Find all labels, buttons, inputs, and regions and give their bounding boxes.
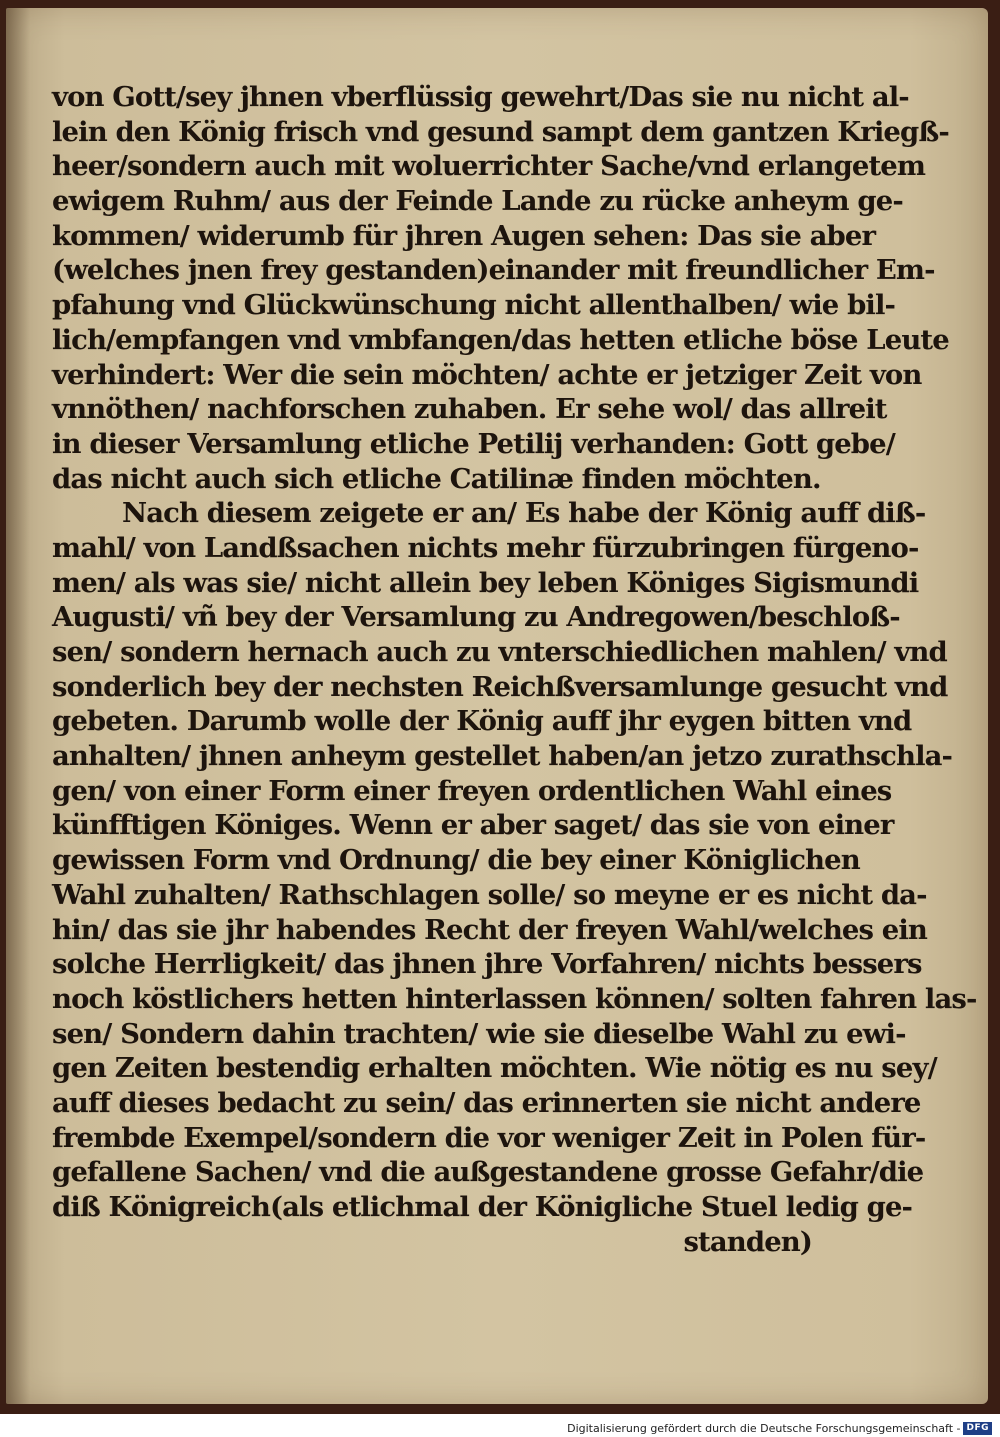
text-line: lein den König frisch vnd gesund sampt dem gantzen Kriegß- <box>52 115 949 148</box>
text-line: sonderlich bey der nechsten Reichßversamlunge gesucht vnd <box>52 670 948 703</box>
text-line: Wahl zuhalten/ Rathschlagen solle/ so meyne er es nicht da- <box>52 878 927 911</box>
text-line: mahl/ von Landßsachen nichts mehr fürzubringen fürgeno- <box>52 531 919 564</box>
text-line: gen/ von einer Form einer freyen ordentlichen Wahl eines <box>52 774 892 807</box>
text-line: kommen/ widerumb für jhren Augen sehen: Das sie aber <box>52 219 876 252</box>
catchword: standen) <box>683 1225 812 1258</box>
text-line: frembde Exempel/sondern die vor weniger Zeit in Polen für- <box>52 1121 926 1154</box>
text-line: gebeten. Darumb wolle der König auff jhr eygen bitten vnd <box>52 705 912 738</box>
body-text <box>52 80 977 1259</box>
footer-credit-text: Digitalisierung gefördert durch die Deutsche Forschungsgemeinschaft - <box>567 1421 961 1435</box>
text-line: gewissen Form vnd Ordnung/ die bey einer Königlichen <box>52 844 860 877</box>
dfg-logo: DFG <box>963 1422 992 1435</box>
text-line: men/ als was sie/ nicht allein bey leben Königes Sigismundi <box>52 566 919 599</box>
text-line: hin/ das sie jhr habendes Recht der freyen Wahl/welches ein <box>52 913 928 946</box>
text-line: anhalten/ jhnen anheym gestellet haben/an jetzo zurathschla- <box>52 740 953 773</box>
text-line: von Gott/sey jhnen vberflüssig gewehrt/Das sie nu nicht al- <box>52 81 909 113</box>
text-line: sen/ Sondern dahin trachten/ wie sie dieselbe Wahl zu ewi- <box>52 1017 906 1050</box>
text-line: in dieser Versamlung etliche Petilij verhanden: Gott gebe/ <box>52 427 895 460</box>
text-line: (welches jnen frey gestanden)einander mit freundlicher Em- <box>52 254 935 287</box>
text-line: das nicht auch sich etliche Catilinæ finden möchten. <box>52 462 821 495</box>
text-line: Augusti/ vñ bey der Versamlung zu Andregowen/beschloß- <box>52 601 900 634</box>
text-line: verhindert: Wer die sein möchten/ achte er jetziger Zeit von <box>52 358 922 391</box>
text-line: diß Königreich(als etlichmal der Königliche Stuel ledig ge- <box>52 1191 913 1223</box>
text-line: ewigem Ruhm/ aus der Feinde Lande zu rücke anheym ge- <box>52 185 903 218</box>
book-page <box>6 8 988 1404</box>
text-line: solche Herrligkeit/ das jhnen jhre Vorfahren/ nichts bessers <box>52 948 922 981</box>
text-line: gen Zeiten bestendig erhalten möchten. Wie nötig es nu sey/ <box>52 1052 937 1085</box>
text-line: künfftigen Königes. Wenn er aber saget/ das sie von einer <box>52 809 894 842</box>
text-line: noch köstlichers hetten hinterlassen können/ solten fahren las- <box>52 982 977 1015</box>
text-line: gefallene Sachen/ vnd die außgestandene grosse Gefahr/die <box>52 1156 924 1189</box>
text-line: pfahung vnd Glückwünschung nicht allenthalben/ wie bil- <box>52 289 896 322</box>
text-line: sen/ sondern hernach auch zu vnterschiedlichen mahlen/ vnd <box>52 636 947 668</box>
text-line: vnnöthen/ nachforschen zuhaben. Er sehe wol/ das allreit <box>52 393 887 426</box>
text-line: lich/empfangen vnd vmbfangen/das hetten etliche böse Leute <box>52 323 949 356</box>
text-line: heer/sondern auch mit woluerrichter Sache/vnd erlangetem <box>52 150 926 183</box>
digitization-footer <box>567 1421 992 1435</box>
text-line: auff dieses bedacht zu sein/ das erinnerten sie nicht andere <box>52 1086 921 1119</box>
text-line: Nach diesem zeigete er an/ Es habe der König auff diß- <box>122 497 926 530</box>
